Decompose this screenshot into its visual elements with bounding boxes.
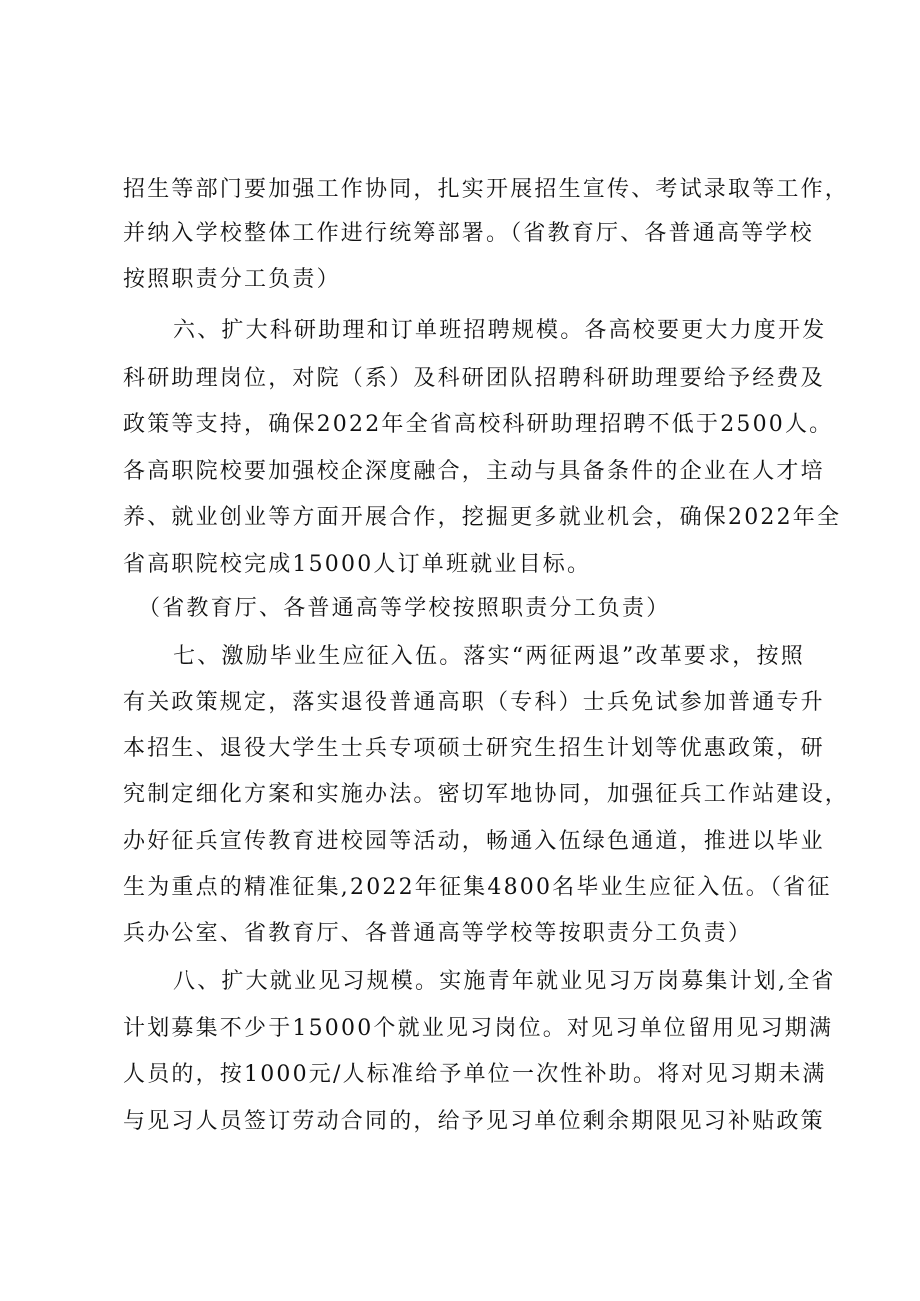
text-line: 科研助理岗位，对院（系）及科研团队招聘科研助理要给予经费及 (123, 366, 825, 391)
text-line: 按照职责分工负责） (123, 267, 341, 292)
text-line: 招生等部门要加强工作协同，扎实开展招生宣传、考试录取等工作， (123, 177, 850, 202)
responsibility-note: （省教育厅、各普通高等学校按照职责分工负责） (138, 596, 671, 621)
text-line: 办好征兵宣传教育进校园等活动，畅通入伍绿色通道，推进以毕业 (123, 829, 825, 854)
text-line: 本招生、退役大学生士兵专项硕士研究生招生计划等优惠政策，研 (123, 736, 825, 761)
text-line: 究制定细化方案和实施办法。密切军地协同，加强征兵工作站建设， (123, 782, 850, 807)
text-line: 与见习人员签订劳动合同的，给予见习单位剩余期限见习补贴政策 (123, 1109, 825, 1134)
text-line: 政策等支持，确保2022年全省高校科研助理招聘不低于2500人。 (123, 412, 834, 437)
text-line: 养、就业创业等方面开展合作，挖掘更多就业机会，确保2022年全 (123, 505, 842, 530)
text-line: 有关政策规定，落实退役普通高职（专科）士兵免试参加普通专升 (123, 690, 825, 715)
text-line: 各高职院校要加强校企深度融合，主动与具备条件的企业在人才培 (123, 459, 825, 484)
text-line: 省高职院校完成15000人订单班就业目标。 (123, 552, 592, 577)
section-eight-heading-line: 八、扩大就业见习规模。实施青年就业见习万岗募集计划,全省 (173, 969, 836, 994)
text-line: 兵办公室、省教育厅、各普通高等学校等按职责分工负责） (123, 921, 753, 946)
text-line: 并纳入学校整体工作进行统筹部署。（省教育厅、各普通高等学校 (123, 221, 814, 246)
section-seven-heading-line: 七、激励毕业生应征入伍。落实“两征两退”改革要求，按照 (173, 644, 805, 669)
text-line: 计划募集不少于15000个就业见习岗位。对见习单位留用见习期满 (123, 1016, 834, 1041)
text-line: 人员的，按1000元/人标准给予单位一次性补助。将对见习期未满 (123, 1062, 827, 1087)
section-six-heading-line: 六、扩大科研助理和订单班招聘规模。各高校要更大力度开发 (173, 318, 827, 343)
text-line: 生为重点的精准征集,2022年征集4800名毕业生应征入伍。（省征 (123, 875, 832, 900)
